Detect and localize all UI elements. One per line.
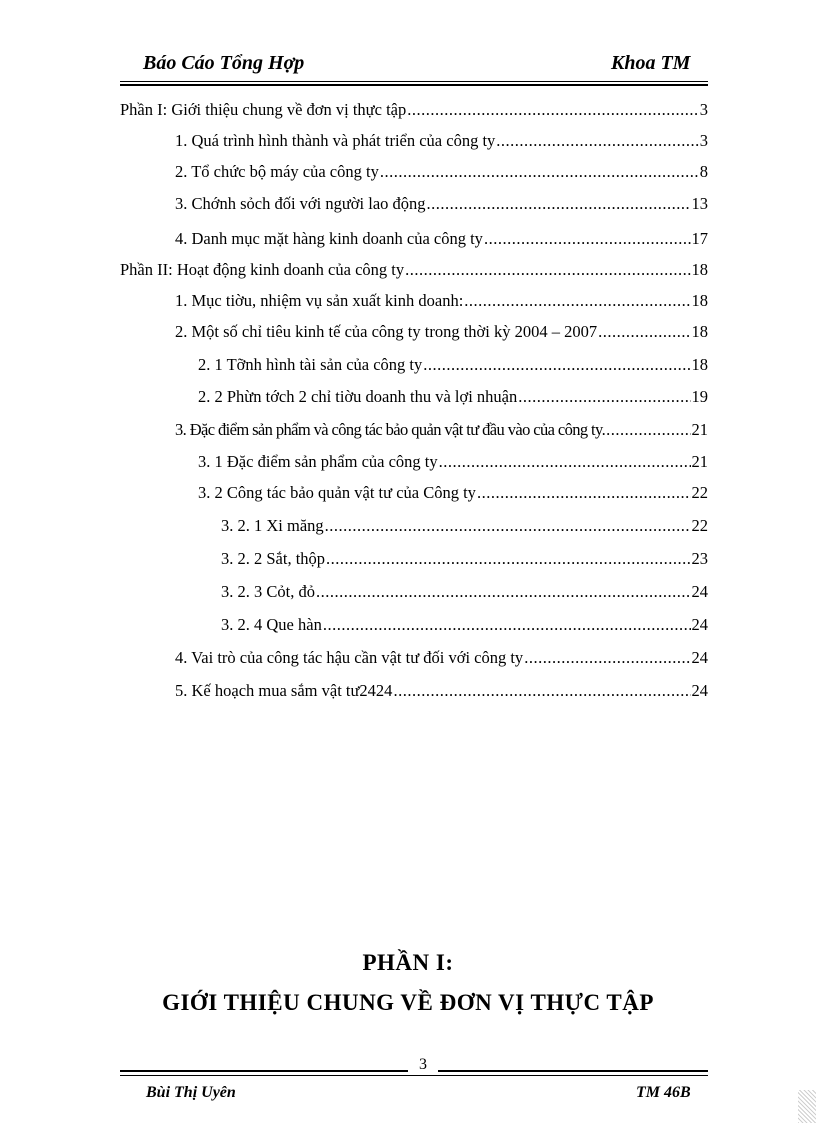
toc-leader bbox=[496, 131, 698, 151]
toc-leader bbox=[464, 291, 690, 311]
toc-entry-text: 3. 2. 2 Sắt, thộp bbox=[221, 549, 326, 568]
toc-leader bbox=[524, 648, 690, 668]
toc-leader bbox=[477, 483, 691, 503]
header-rule-thick bbox=[120, 84, 708, 86]
toc-entry[interactable] bbox=[175, 158, 708, 182]
toc-leader bbox=[380, 162, 699, 182]
toc-entry-text: 3. 2. 3 Cỏt, đỏ bbox=[221, 582, 315, 601]
toc-entry-text: 3. 2 Công tác bảo quản vật tư của Công ty bbox=[198, 483, 476, 502]
toc-entry-text: 2. 1 Tỡnh hình tài sản của công ty bbox=[198, 355, 423, 374]
toc-entry[interactable] bbox=[198, 383, 708, 407]
toc-entry[interactable] bbox=[175, 677, 708, 701]
toc-entry-text: 4. Vai trò của công tác hậu cần vật tư đối với công ty bbox=[175, 648, 524, 667]
toc-entry[interactable] bbox=[198, 448, 708, 472]
toc-entry-text: Phần I: Giới thiệu chung về đơn vị thực tập bbox=[120, 100, 407, 119]
toc-entry-page: 21 bbox=[691, 452, 708, 471]
toc-entry-text: 3. 2. 1 Xi măng bbox=[221, 516, 324, 535]
toc-entry-page: 24 bbox=[691, 648, 708, 667]
toc-entry[interactable] bbox=[120, 256, 708, 280]
toc-leader bbox=[598, 322, 690, 342]
toc-leader bbox=[439, 452, 691, 472]
toc-entry-text: 3. Đặc điểm sản phẩm và công tác bảo quản vật tư đầu vào của công ty. bbox=[175, 420, 606, 439]
toc-entry-text: 3. 1 Đặc điểm sản phẩm của công ty bbox=[198, 452, 438, 471]
toc-entry-text: 4. Danh mục mặt hàng kinh doanh của công ty bbox=[175, 229, 483, 248]
toc-leader bbox=[316, 582, 691, 602]
toc-entry-page: 22 bbox=[691, 516, 708, 535]
toc-entry-page: 13 bbox=[691, 194, 708, 213]
toc-leader bbox=[423, 355, 690, 375]
toc-leader bbox=[427, 194, 691, 214]
toc-entry-page: 3 bbox=[699, 100, 708, 119]
header-right-title: Khoa TM bbox=[611, 52, 691, 74]
toc-entry-text: 2. Tổ chức bộ máy của công ty bbox=[175, 162, 379, 181]
toc-entry-page: 3 bbox=[699, 131, 708, 150]
footer-rule bbox=[120, 1075, 708, 1076]
footer-page-number: 3 bbox=[408, 1056, 438, 1074]
toc-entry[interactable] bbox=[175, 416, 708, 440]
toc-entry-text: 3. Chớnh sỏch đối với người lao động bbox=[175, 194, 426, 213]
toc-entry[interactable] bbox=[175, 190, 708, 214]
toc-leader bbox=[393, 681, 690, 701]
toc-entry-page: 18 bbox=[691, 355, 708, 374]
toc-entry-page: 24 bbox=[691, 615, 708, 634]
toc-leader bbox=[407, 100, 699, 120]
toc-entry-text: 3. 2. 4 Que hàn bbox=[221, 615, 322, 634]
header-left-title: Báo Cáo Tổng Hợp bbox=[143, 52, 305, 74]
toc-leader bbox=[326, 549, 690, 569]
toc-leader bbox=[606, 420, 690, 440]
toc-entry[interactable] bbox=[120, 96, 708, 120]
toc-entry-page: 18 bbox=[691, 260, 708, 279]
part-title: GIỚI THIỆU CHUNG VỀ ĐƠN VỊ THỰC TẬP bbox=[162, 990, 654, 1015]
header-rule bbox=[120, 81, 708, 82]
footer-class-code: TM 46B bbox=[636, 1084, 691, 1101]
toc-entry-page: 8 bbox=[699, 162, 708, 181]
footer-author-name: Bùi Thị Uyên bbox=[146, 1084, 236, 1101]
toc-entry-page: 22 bbox=[691, 483, 708, 502]
toc-entry[interactable] bbox=[198, 479, 708, 503]
toc-entry[interactable] bbox=[221, 512, 708, 536]
toc-entry[interactable] bbox=[198, 351, 708, 375]
toc-entry-page: 24 bbox=[691, 582, 708, 601]
toc-leader bbox=[325, 516, 691, 536]
toc-entry-page: 18 bbox=[691, 322, 708, 341]
toc-entry-text: 5. Kế hoạch mua sắm vật tư2424 bbox=[175, 681, 393, 700]
toc-entry[interactable] bbox=[175, 644, 708, 668]
toc-entry[interactable] bbox=[175, 127, 708, 151]
toc-entry-text: 1. Mục tiờu, nhiệm vụ sản xuất kinh doanh: bbox=[175, 291, 464, 310]
toc-entry-page: 19 bbox=[691, 387, 708, 406]
toc-leader bbox=[484, 229, 691, 249]
toc-leader bbox=[405, 260, 690, 280]
page-corner-shade bbox=[798, 1090, 816, 1123]
toc-leader bbox=[323, 615, 691, 635]
toc-entry-text: 2. 2 Phừn tớch 2 chỉ tiờu doanh thu và lợi nhuận bbox=[198, 387, 518, 406]
toc-entry[interactable] bbox=[221, 611, 708, 635]
toc-entry[interactable] bbox=[221, 578, 708, 602]
toc-entry[interactable] bbox=[175, 287, 708, 311]
toc-entry-page: 18 bbox=[691, 291, 708, 310]
toc-entry-text: 2. Một số chỉ tiêu kinh tế của công ty trong thời kỳ 2004 – 2007 bbox=[175, 322, 598, 341]
toc-entry-page: 21 bbox=[691, 420, 708, 439]
toc-entry-page: 23 bbox=[691, 549, 708, 568]
toc-entry[interactable] bbox=[221, 545, 708, 569]
toc-entry-page: 17 bbox=[691, 229, 708, 248]
toc-leader bbox=[518, 387, 690, 407]
toc-entry-text: 1. Quá trình hình thành và phát triển của công ty bbox=[175, 131, 496, 150]
toc-entry-text: Phần II: Hoạt động kinh doanh của công ty bbox=[120, 260, 405, 279]
toc-entry[interactable] bbox=[175, 318, 708, 342]
toc-entry-page: 24 bbox=[691, 681, 708, 700]
part-label: PHẦN I: bbox=[362, 950, 454, 975]
toc-entry[interactable] bbox=[175, 225, 708, 249]
